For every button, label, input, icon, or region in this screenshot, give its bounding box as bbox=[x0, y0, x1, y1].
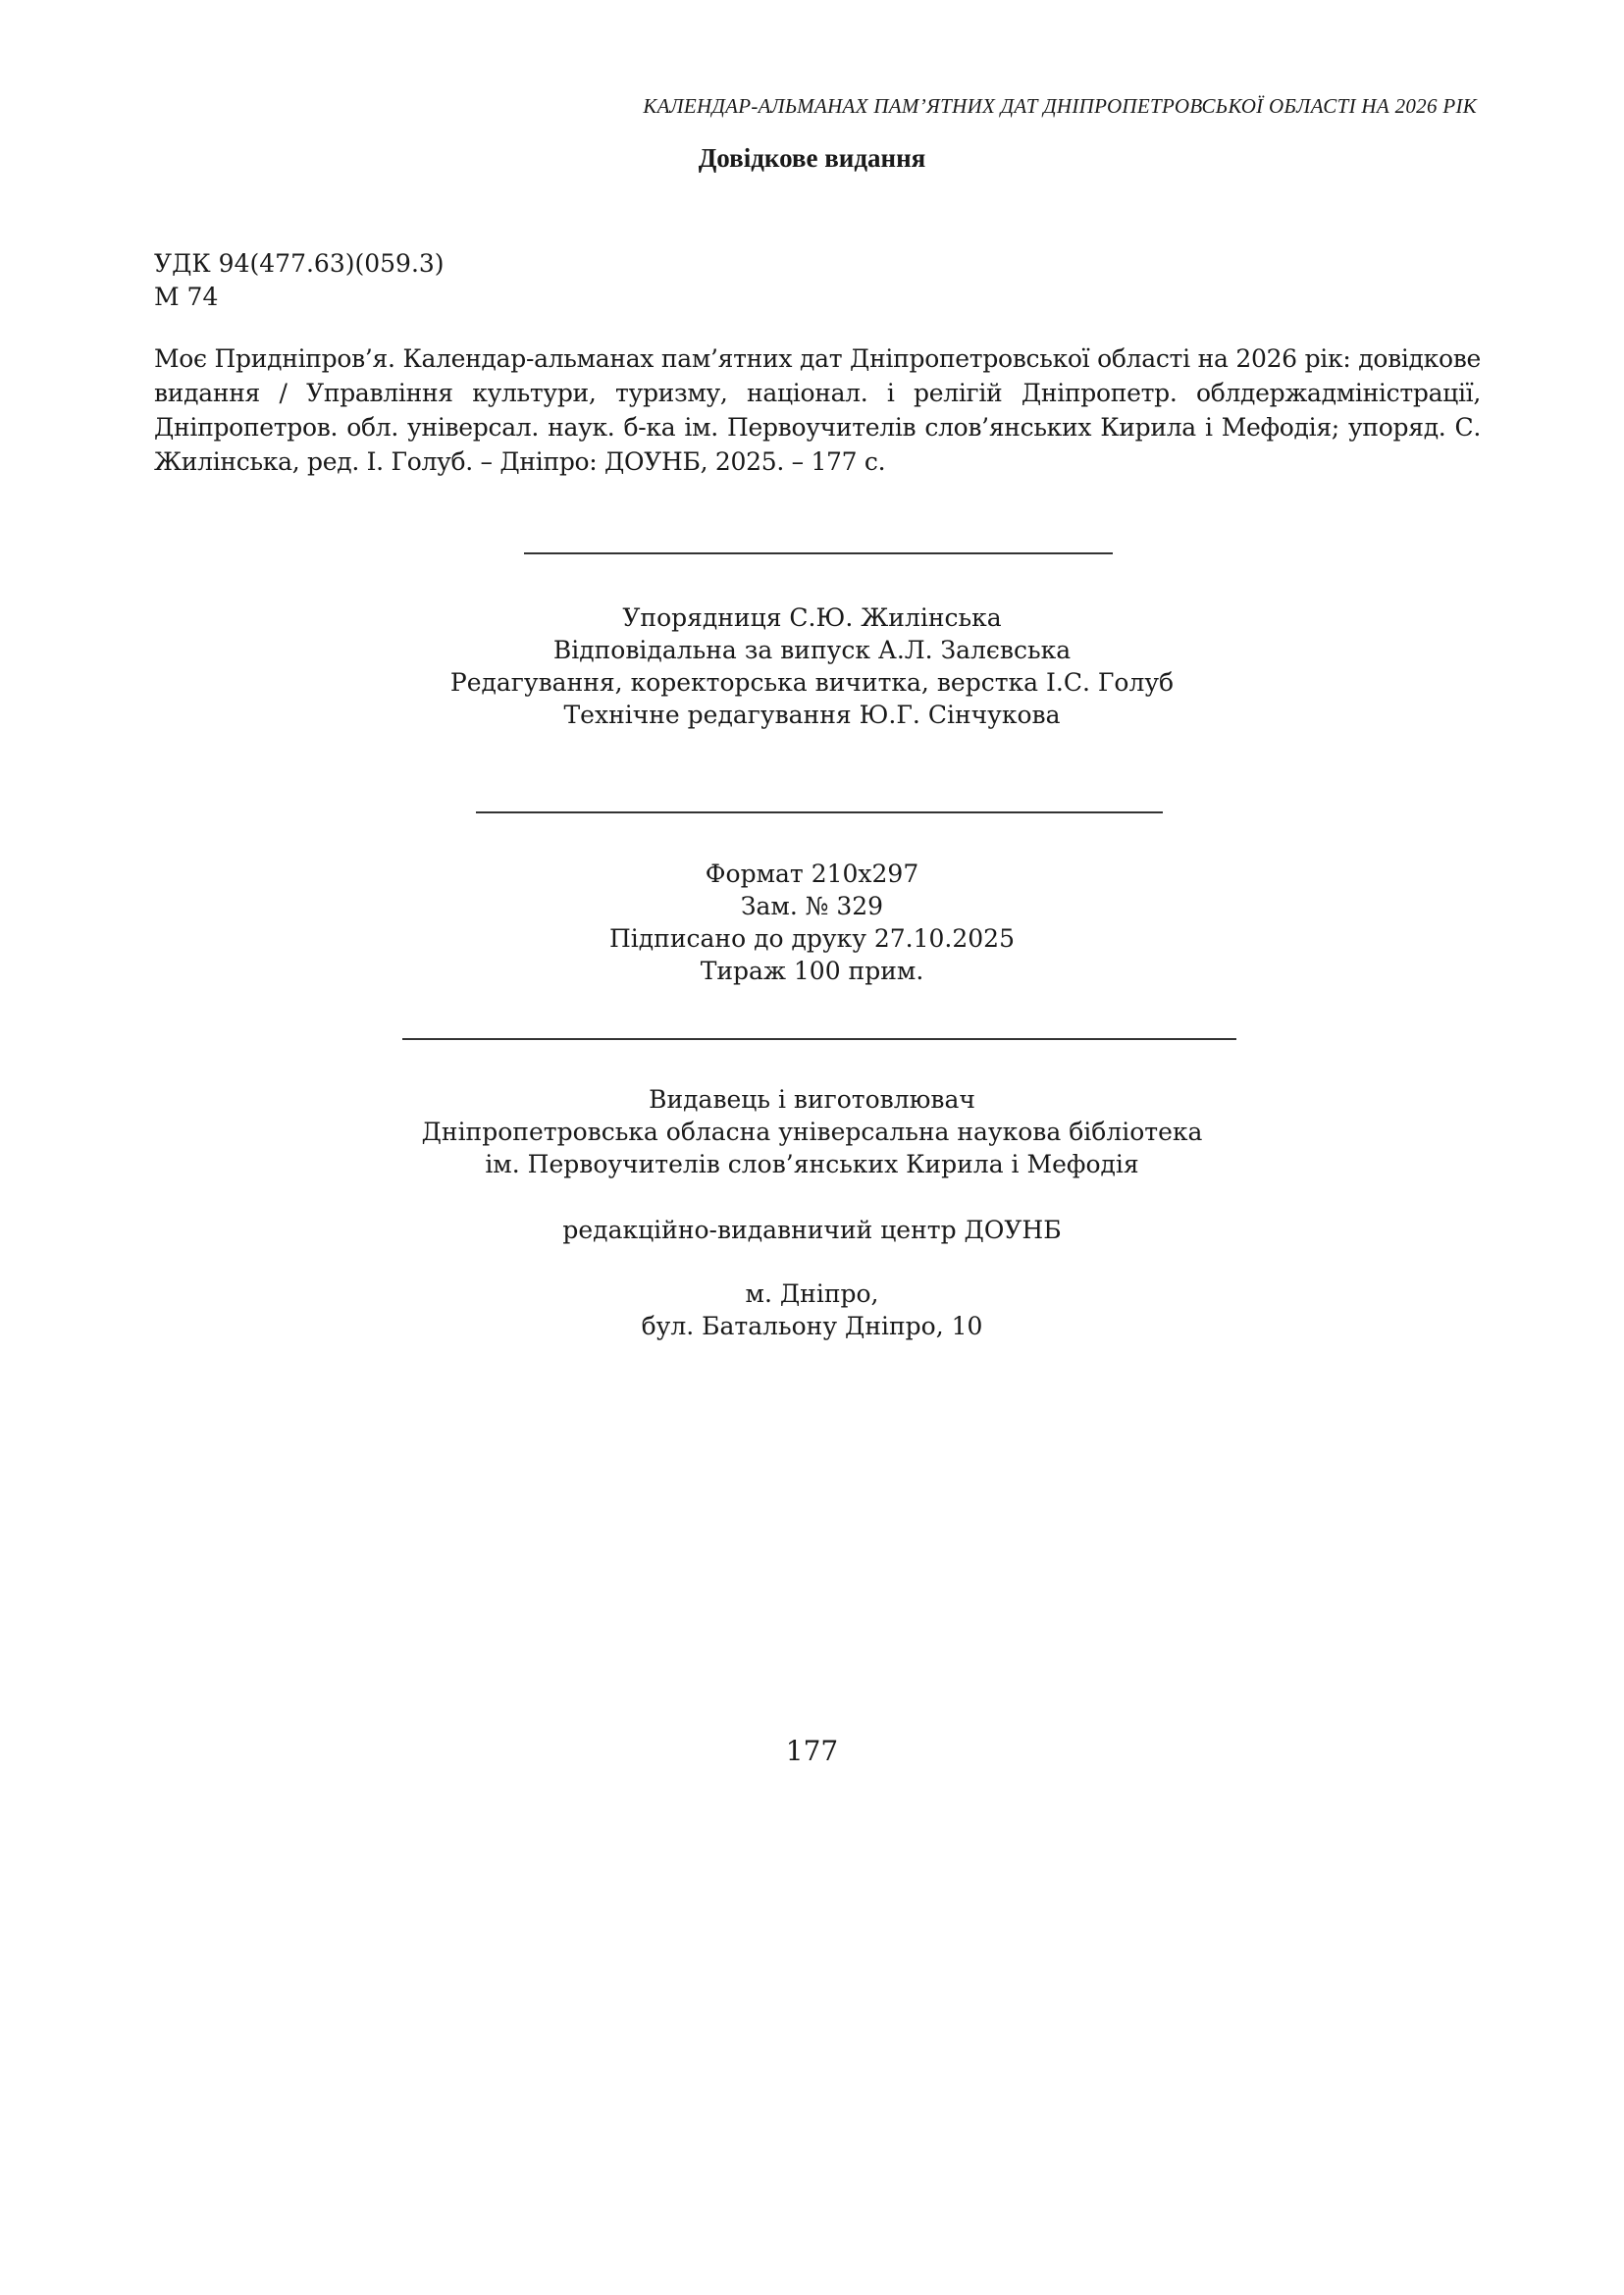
publishing-center-name: редакційно-видавничий центр ДОУНБ bbox=[562, 1216, 1062, 1244]
print-run: Тираж 100 прим. bbox=[700, 957, 924, 985]
publisher-block bbox=[0, 1083, 1624, 1180]
credit-responsible: Відповідальна за випуск А.Л. Залєвська bbox=[552, 636, 1072, 664]
page-number: 177 bbox=[785, 1735, 839, 1767]
publisher-role: Видавець і виготовлювач bbox=[649, 1085, 975, 1114]
credit-compiler: Упорядниця С.Ю. Жилінська bbox=[622, 603, 1002, 632]
bibliographic-description: Моє Придніпров’я. Календар-альманах пам’ятних дат Дніпропетровської області на 2026 рік: довідкове видання / Управління культури, туризму, націонал. і релігій Дніпропетр. облдержадміністрації, Дніпропетров. обл. універсал. наук. б-ка ім. Первоучителів слов’янських Кирила і Мефодія; упоряд. С. Жилінська, ред. І. Голуб. – Дніпро: ДОУНБ, 2025. – 177 с. bbox=[154, 344, 1481, 476]
credit-editing: Редагування, коректорська вичитка, верстка І.С. Голуб bbox=[449, 668, 1175, 697]
divider-rule bbox=[476, 811, 1163, 813]
publishing-center bbox=[0, 1214, 1624, 1246]
author-mark: М 74 bbox=[154, 283, 219, 311]
publisher-name-line1: Дніпропетровська обласна універсальна наукова бібліотека bbox=[421, 1118, 1203, 1146]
running-header: КАЛЕНДАР-АЛЬМАНАХ ПАМ’ЯТНИХ ДАТ ДНІПРОПЕТРОВСЬКОЇ ОБЛАСТІ НА 2026 РІК bbox=[643, 94, 1477, 118]
address-city: м. Дніпро, bbox=[745, 1279, 879, 1308]
publisher-address bbox=[0, 1278, 1624, 1342]
signed-for-print: Підписано до друку 27.10.2025 bbox=[608, 924, 1015, 953]
publisher-name-line2: ім. Первоучителів слов’янських Кирила і Мефодія bbox=[485, 1150, 1139, 1178]
address-street: бул. Батальону Дніпро, 10 bbox=[641, 1312, 983, 1340]
classification-block bbox=[154, 247, 445, 314]
credit-technical-editing: Технічне редагування Ю.Г. Сінчукова bbox=[563, 701, 1061, 729]
divider-rule bbox=[524, 552, 1113, 554]
order-number: Зам. № 329 bbox=[740, 892, 884, 920]
print-details-block bbox=[0, 858, 1624, 987]
udc-code: УДК 94(477.63)(059.3) bbox=[154, 249, 445, 278]
divider-rule bbox=[402, 1038, 1236, 1040]
print-format: Формат 210х297 bbox=[705, 860, 919, 888]
edition-type-heading: Довідкове видання bbox=[698, 143, 926, 173]
credits-block bbox=[0, 601, 1624, 731]
